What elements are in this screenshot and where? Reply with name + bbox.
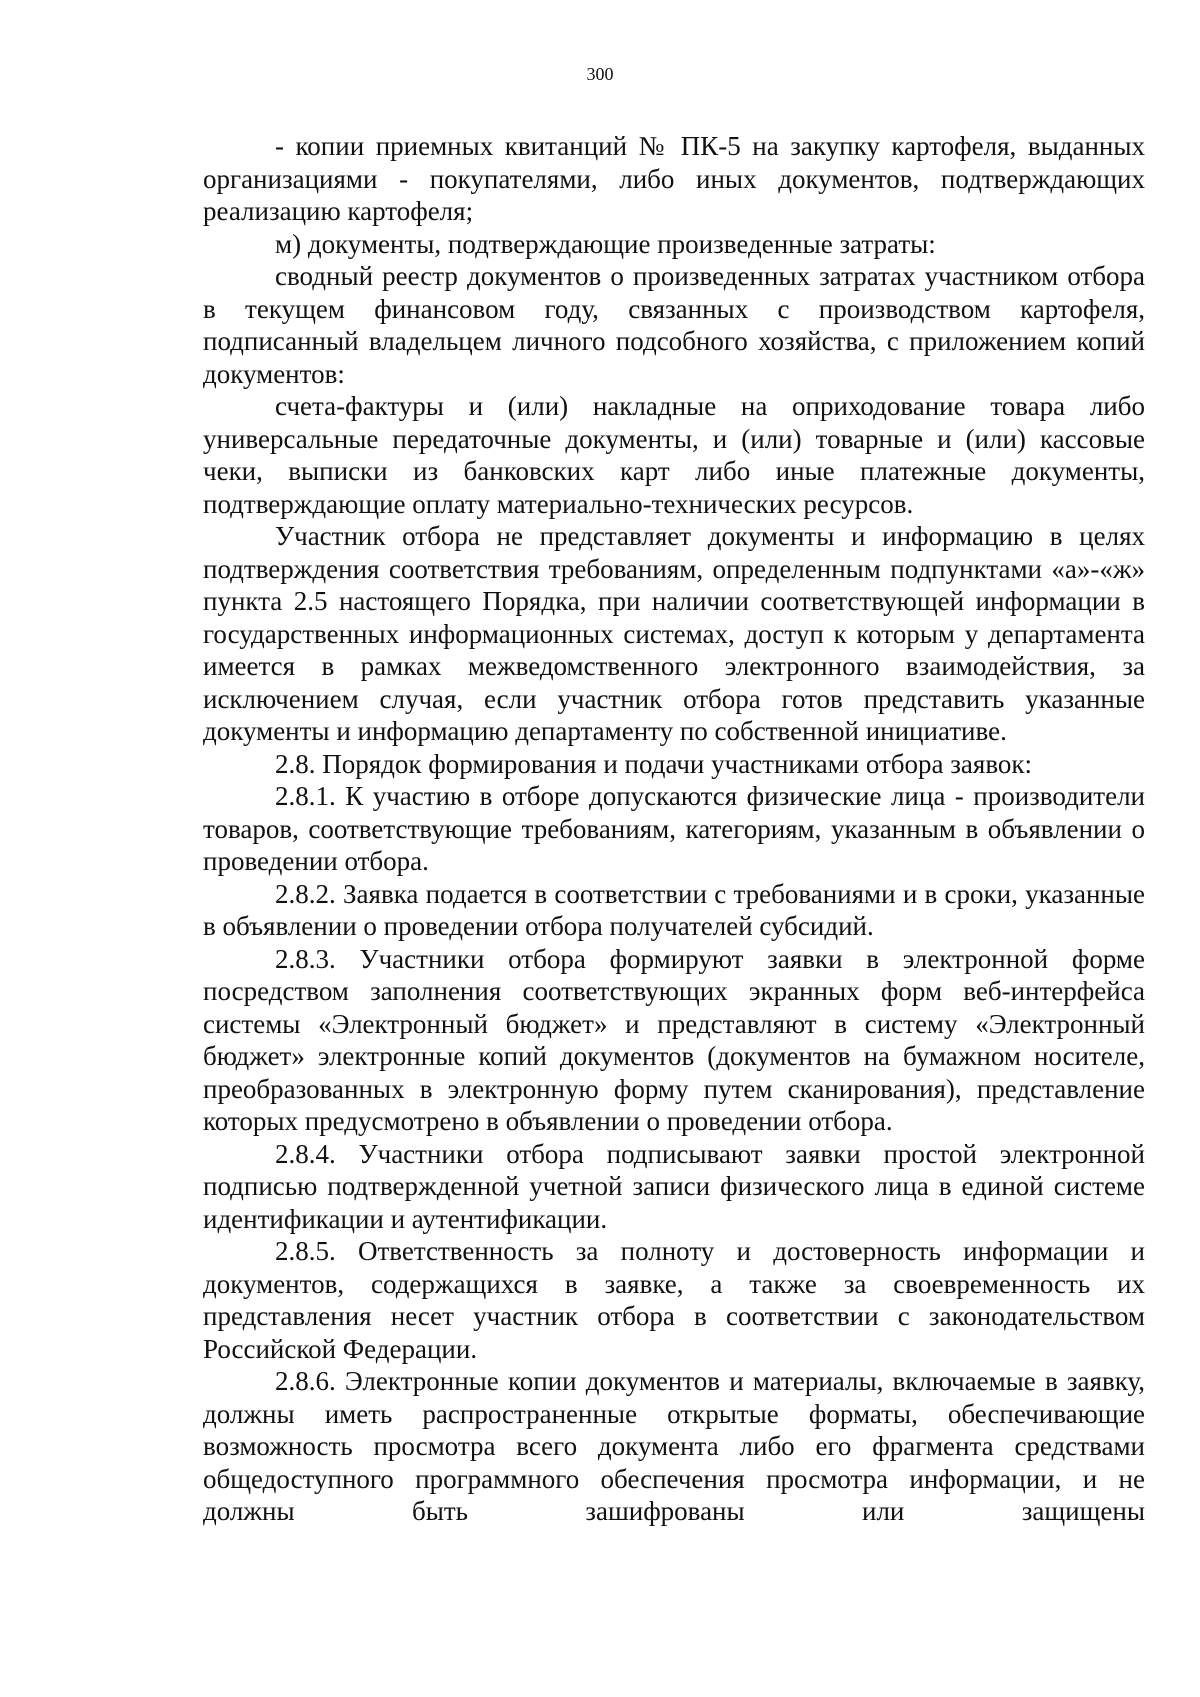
- paragraph-summary-register: сводный реестр документов о произведенных затратах участником отбора в текущем финансовом году, связанных с производством картофеля, подписанный владельцем личного подсобного хозяйства, с приложением копий документов:: [203, 261, 1145, 389]
- paragraph-section-2-8-4: 2.8.4. Участники отбора подписывают заявки простой электронной подписью подтвержденной учетной записи физического лица в единой системе идентификации и аутентификации.: [203, 1138, 1145, 1234]
- paragraph-receipts-copies: - копии приемных квитанций № ПК-5 на закупку картофеля, выданных организациями - покупателями, либо иных документов, подтверждающих реализацию картофеля;: [203, 131, 1145, 226]
- paragraph-section-2-8-6: 2.8.6. Электронные копии документов и материалы, включаемые в заявку, должны иметь распространенные открытые форматы, обеспечивающие возможность просмотра всего документа либо его фрагмента средствами общедоступного программного обеспечения просмотра информации, и не должны быть зашифрованы или защищены: [203, 1366, 1145, 1526]
- paragraph-invoices: счета-фактуры и (или) накладные на оприходование товара либо универсальные передаточные документы, и (или) товарные и (или) кассовые чеки, выписки из банковских карт либо иные платежные документы, подтверждающие оплату материально-технических ресурсов.: [203, 391, 1145, 519]
- paragraph-item-m: м) документы, подтверждающие произведенные затраты:: [275, 228, 936, 259]
- paragraph-participant-documents: Участник отбора не представляет документы и информацию в целях подтверждения соответствия требованиям, определенным подпунктами «а»-«ж» пункта 2.5 настоящего Порядка, при наличии соответствующей информации в государственных информационных системах, доступ к которым у департамента имеется в рамках межведомственного электронного взаимодействия, за исключением случая, если участник отбора готов представить указанные документы и информацию департаменту по собственной инициативе.: [203, 521, 1145, 746]
- page-number: 300: [586, 64, 614, 84]
- paragraph-section-2-8: 2.8. Порядок формирования и подачи участниками отбора заявок:: [275, 748, 1033, 779]
- paragraph-section-2-8-3: 2.8.3. Участники отбора формируют заявки в электронной форме посредством заполнения соответствующих экранных форм веб-интерфейса системы «Электронный бюджет» и представляют в систему «Электронный бюджет» электронные копий документов (документов на бумажном носителе, преобразованных в электронную форму путем сканирования), представление которых предусмотрено в объявлении о проведении отбора.: [203, 943, 1145, 1136]
- paragraph-section-2-8-2: 2.8.2. Заявка подается в соответствии с требованиями и в сроки, указанные в объявлении о проведении отбора получателей субсидий.: [203, 878, 1145, 941]
- paragraph-section-2-8-1: 2.8.1. К участию в отборе допускаются физические лица - производители товаров, соответствующие требованиям, категориям, указанным в объявлении о проведении отбора.: [203, 781, 1145, 876]
- document-body: [203, 130, 1145, 1528]
- paragraph-section-2-8-5: 2.8.5. Ответственность за полноту и достоверность информации и документов, содержащихся в заявке, а также за своевременность их представления несет участник отбора в соответствии с законодательством Российской Федерации.: [203, 1236, 1145, 1364]
